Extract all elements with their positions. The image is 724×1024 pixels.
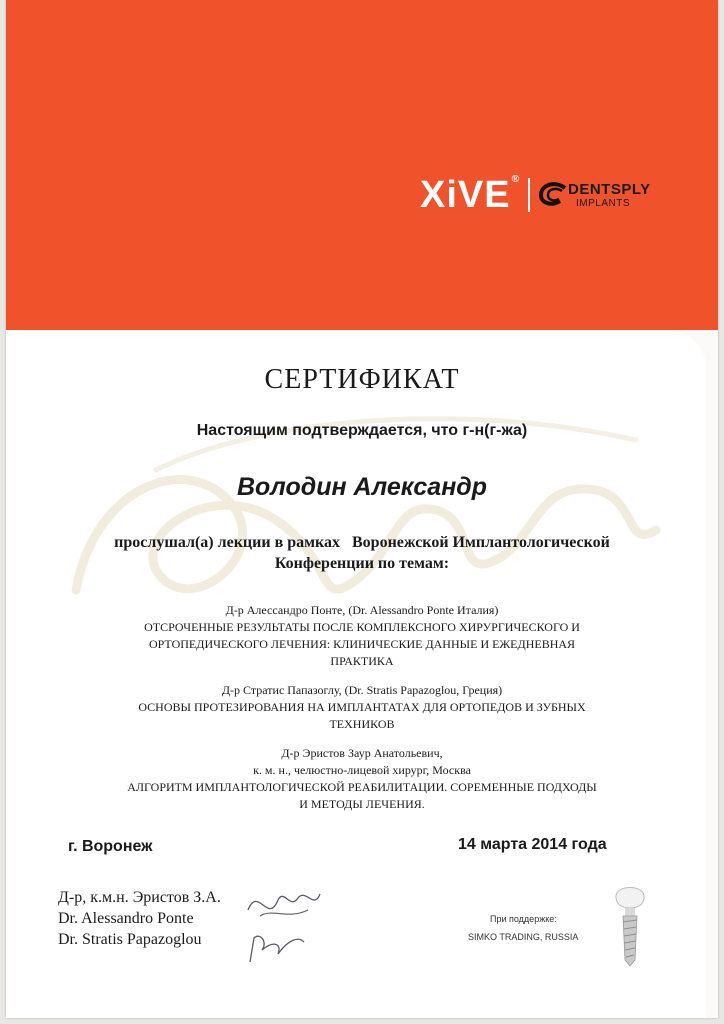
lecture-block-1 xyxy=(6,602,718,670)
lecture-topic-line: ТЕХНИКОВ xyxy=(329,717,395,731)
signer-name: Dr. Alessandro Ponte xyxy=(58,910,194,927)
date: 14 марта 2014 года xyxy=(458,836,607,853)
logo-group xyxy=(420,170,680,220)
xive-logo: XiVE® xyxy=(420,173,520,216)
lecture-block-3 xyxy=(6,745,718,813)
handwritten-signatures-icon xyxy=(238,880,328,970)
signer-name: Dr. Stratis Papazoglou xyxy=(58,931,202,948)
orange-header-band xyxy=(6,0,718,330)
lecture-block-2 xyxy=(6,682,718,733)
certificate-title: СЕРТИФИКАТ xyxy=(264,364,460,395)
signers-list xyxy=(58,887,221,950)
logo-divider xyxy=(528,178,530,212)
lecturer-credentials: к. м. н., челюстно-лицевой хирург, Москва xyxy=(253,763,471,777)
sponsor-label: При поддержке: xyxy=(490,914,557,924)
sponsor-company: SIMKO TRADING, RUSSIA xyxy=(468,932,579,942)
lecture-topic-line: И МЕТОДЫ ЛЕЧЕНИЯ. xyxy=(299,797,425,811)
dental-implant-icon xyxy=(610,880,650,970)
lecture-topic-line: АЛГОРИТМ ИМПЛАНТОЛОГИЧЕСКОЙ РЕАБИЛИТАЦИИ. СОРЕМЕННЫЕ ПОДХОДЫ xyxy=(127,780,597,794)
lecture-topic-line: ОРТОПЕДИЧЕСКОГО ЛЕЧЕНИЯ: КЛИНИЧЕСКИЕ ДАННЫЕ И ЕЖЕДНЕВНАЯ xyxy=(148,637,576,651)
confirmation-text: Настоящим подтверждается, что г-н(г-жа) xyxy=(196,422,528,439)
dentsply-text: DENTSPLY xyxy=(567,180,651,198)
attended-text: прослушал(а) лекции в рамках Воронежской Имплантологической Конференции по темам: xyxy=(114,534,610,572)
implants-text: IMPLANTS xyxy=(575,197,630,209)
lecture-topic-line: ПРАКТИКА xyxy=(330,654,394,668)
dentsply-swoosh-icon xyxy=(538,180,568,210)
city: г. Воронеж xyxy=(68,838,153,855)
lecturer-name: Д-р Алессандро Понте, (Dr. Alessandro Ponte Италия) xyxy=(225,603,499,617)
dentsply-implants-logo xyxy=(538,180,651,210)
signer-name: Д-р, к.м.н. Эристов З.А. xyxy=(58,889,221,906)
lecturer-name: Д-р Стратис Папазоглу, (Dr. Stratis Papazoglou, Греция) xyxy=(221,683,503,697)
lecture-topic-line: ОСНОВЫ ПРОТЕЗИРОВАНИЯ НА ИМПЛАНТАТАХ ДЛЯ ОРТОПЕДОВ И ЗУБНЫХ xyxy=(138,700,586,714)
lecturer-name: Д-р Эристов Заур Анатольевич, xyxy=(281,746,443,760)
lecture-topic-line: ОТСРОЧЕННЫЕ РЕЗУЛЬТАТЫ ПОСЛЕ КОМПЛЕКСНОГО ХИРУРГИЧЕСКОГО И xyxy=(144,620,580,634)
recipient-name: Володин Александр xyxy=(236,473,488,501)
certificate-sheet xyxy=(6,0,718,1018)
sponsor-block xyxy=(468,914,578,942)
